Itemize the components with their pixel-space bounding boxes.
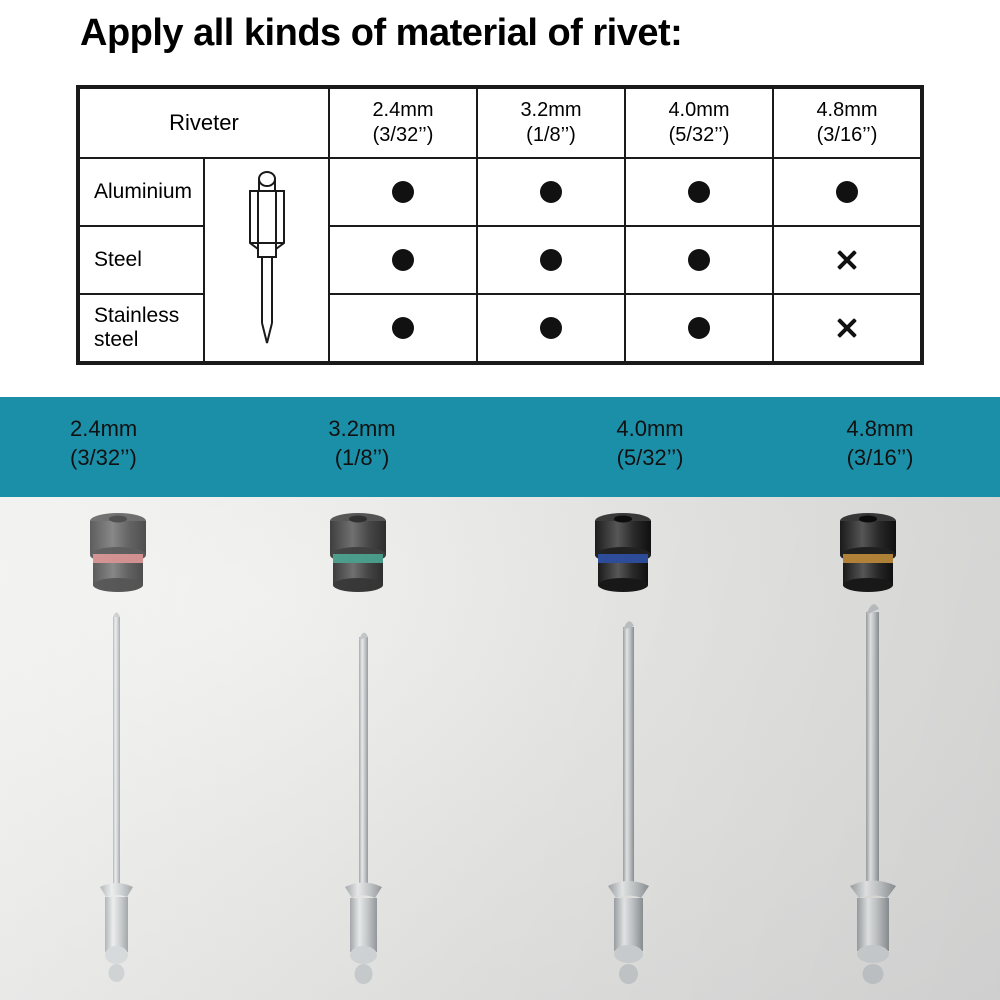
header-size-0-inch: (3/32’’) bbox=[372, 124, 434, 146]
table-header-row bbox=[79, 88, 921, 158]
header-size-1 bbox=[477, 88, 625, 158]
mark-steel-2-4mm bbox=[329, 226, 477, 294]
header-size-2 bbox=[625, 88, 773, 158]
band-label-4-0mm bbox=[560, 415, 740, 472]
mark-stainless-2-4mm bbox=[329, 294, 477, 362]
table-row bbox=[79, 158, 921, 226]
compatible-dot-icon bbox=[392, 181, 414, 203]
header-size-3 bbox=[773, 88, 921, 158]
header-size-0-mm: 2.4mm bbox=[372, 99, 434, 121]
compatibility-table bbox=[78, 87, 922, 363]
material-label-2: Stainless steel bbox=[79, 294, 204, 362]
compatible-dot-icon bbox=[540, 181, 562, 203]
band-label-4-8mm bbox=[790, 415, 970, 472]
material-label-1: Steel bbox=[79, 226, 204, 294]
nozzle-4-8mm bbox=[840, 513, 896, 592]
band-label-0-mm: 2.4mm bbox=[70, 416, 138, 441]
band-label-1-inch: (1/8’’) bbox=[334, 444, 390, 470]
header-size-3-inch: (3/16’’) bbox=[816, 124, 878, 146]
mark-stainless-4-0mm bbox=[625, 294, 773, 362]
header-size-0 bbox=[329, 88, 477, 158]
rivet-4-8mm bbox=[850, 604, 896, 984]
rivet-4-0mm bbox=[608, 621, 649, 984]
mark-stainless-4-8mm bbox=[773, 294, 921, 362]
nozzle-2-4mm bbox=[90, 513, 146, 592]
band-label-3-inch: (3/16’’) bbox=[846, 444, 914, 470]
band-label-0-inch: (3/32’’) bbox=[70, 444, 137, 470]
incompatible-cross-icon bbox=[835, 248, 859, 272]
header-size-2-inch: (5/32’’) bbox=[668, 124, 730, 146]
header-size-3-mm: 4.8mm bbox=[816, 99, 878, 121]
mark-aluminium-3-2mm bbox=[477, 158, 625, 226]
band-label-3-mm: 4.8mm bbox=[846, 416, 914, 441]
compatible-dot-icon bbox=[836, 181, 858, 203]
band-label-2-inch: (5/32’’) bbox=[616, 444, 684, 470]
band-label-2-4mm bbox=[32, 415, 212, 472]
band-label-3-2mm bbox=[272, 415, 452, 472]
nozzle-3-2mm bbox=[330, 513, 386, 592]
header-size-1-mm: 3.2mm bbox=[520, 99, 582, 121]
product-photo bbox=[0, 497, 1000, 1000]
page-title: Apply all kinds of material of rivet: bbox=[80, 12, 683, 54]
nozzle-4-0mm bbox=[595, 513, 651, 592]
compatible-dot-icon bbox=[540, 317, 562, 339]
rivet-icon bbox=[204, 158, 329, 362]
header-size-1-inch: (1/8’’) bbox=[526, 124, 576, 146]
material-label-0: Aluminium bbox=[79, 158, 204, 226]
rivet-set-4-8mm bbox=[820, 497, 1000, 1000]
incompatible-cross-icon bbox=[835, 316, 859, 340]
rivet-3-2mm bbox=[345, 633, 382, 984]
band-label-2-mm: 4.0mm bbox=[616, 416, 684, 441]
rivet-set-4-0mm bbox=[575, 497, 755, 1000]
header-size-2-mm: 4.0mm bbox=[668, 99, 730, 121]
compatible-dot-icon bbox=[688, 249, 710, 271]
header-riveter-label: Riveter bbox=[79, 88, 329, 158]
mark-steel-4-8mm bbox=[773, 226, 921, 294]
compatibility-table-container bbox=[76, 85, 924, 365]
mark-steel-3-2mm bbox=[477, 226, 625, 294]
rivet-2-4mm bbox=[100, 613, 133, 983]
mark-steel-4-0mm bbox=[625, 226, 773, 294]
mark-aluminium-4-0mm bbox=[625, 158, 773, 226]
rivet-set-2-4mm bbox=[60, 497, 240, 1000]
compatible-dot-icon bbox=[688, 181, 710, 203]
mark-aluminium-2-4mm bbox=[329, 158, 477, 226]
compatible-dot-icon bbox=[688, 317, 710, 339]
compatible-dot-icon bbox=[392, 249, 414, 271]
mark-aluminium-4-8mm bbox=[773, 158, 921, 226]
rivet-set-3-2mm bbox=[310, 497, 490, 1000]
band-label-1-mm: 3.2mm bbox=[328, 416, 396, 441]
compatible-dot-icon bbox=[392, 317, 414, 339]
compatible-dot-icon bbox=[540, 249, 562, 271]
rivet-diagram-icon bbox=[232, 165, 302, 355]
mark-stainless-3-2mm bbox=[477, 294, 625, 362]
